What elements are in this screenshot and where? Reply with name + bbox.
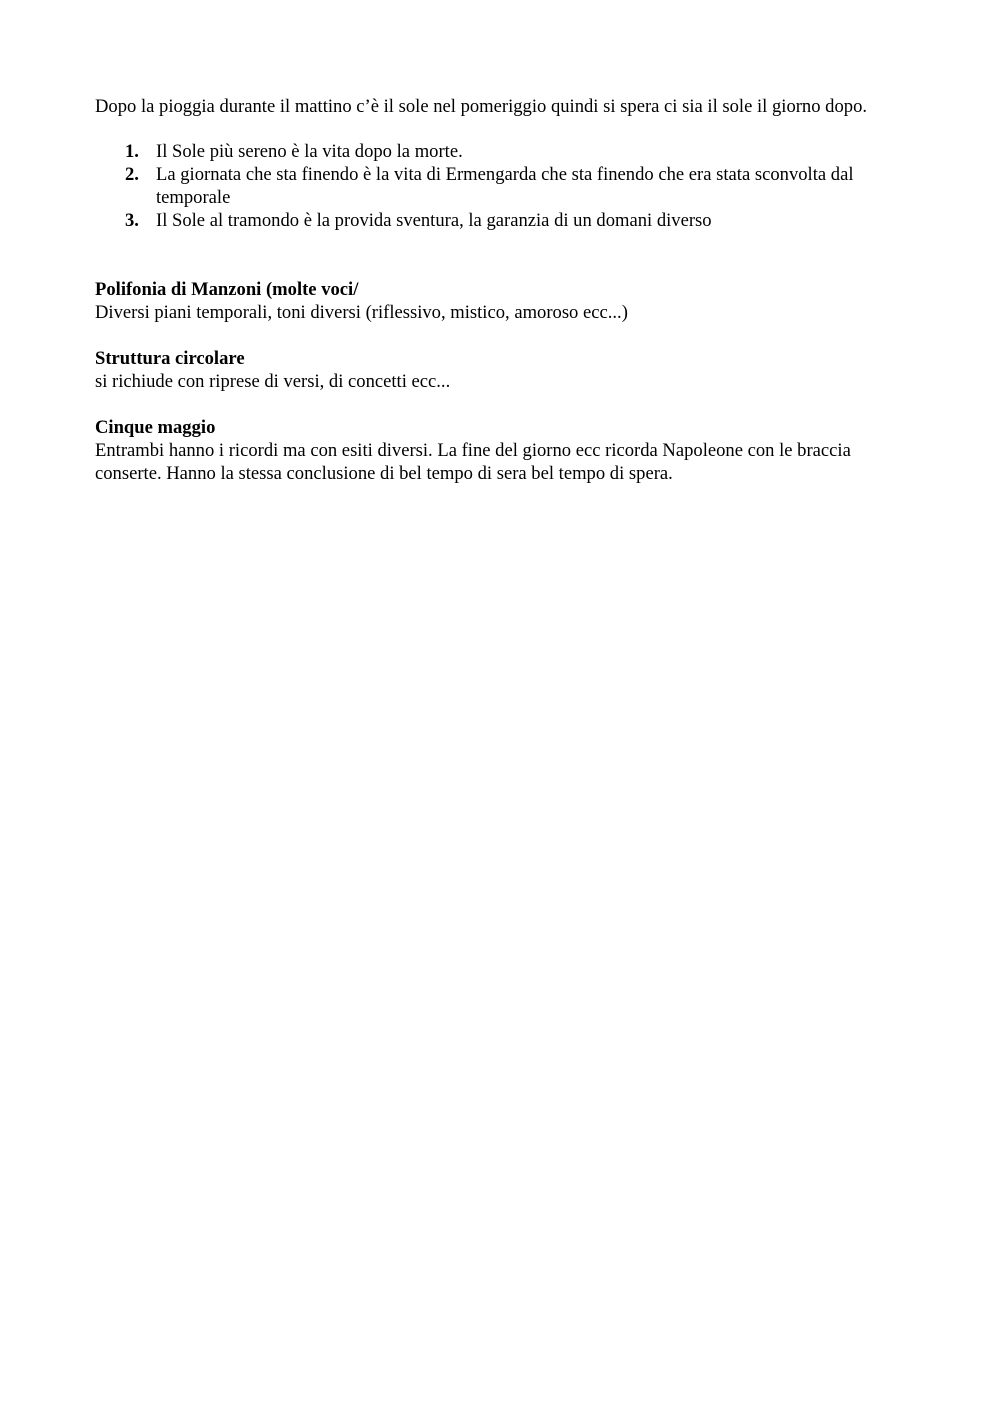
section-heading: Cinque maggio <box>95 417 216 438</box>
section-cinque-maggio <box>95 416 895 485</box>
section-struttura <box>95 347 895 393</box>
section-body: si richiude con riprese di versi, di concetti ecc... <box>95 371 451 392</box>
section-heading: Polifonia di Manzoni (molte voci/ <box>95 279 359 300</box>
section-body: Diversi piani temporali, toni diversi (riflessivo, mistico, amoroso ecc...) <box>95 302 628 323</box>
list-item-text: Il Sole più sereno è la vita dopo la morte. <box>156 141 463 162</box>
list-item <box>95 163 895 209</box>
list-item-text: Il Sole al tramondo è la provida sventura, la garanzia di un domani diverso <box>156 210 712 231</box>
list-item-text: La giornata che sta finendo è la vita di Ermengarda che sta finendo che era stata sconvolta dal temporale <box>156 164 854 208</box>
numbered-list-container <box>95 140 895 232</box>
list-item <box>95 209 895 232</box>
intro-paragraph: Dopo la pioggia durante il mattino c’è il sole nel pomeriggio quindi si spera ci sia il sole il giorno dopo. <box>95 96 868 117</box>
section-polifonia <box>95 278 895 324</box>
numbered-list <box>95 140 895 232</box>
list-item <box>95 140 895 163</box>
list-item-number: 1. <box>125 141 139 162</box>
list-item-number: 3. <box>125 210 139 231</box>
document-body <box>95 95 895 508</box>
list-item-number: 2. <box>125 164 139 185</box>
section-heading: Struttura circolare <box>95 348 245 369</box>
section-body: Entrambi hanno i ricordi ma con esiti diversi. La fine del giorno ecc ricorda Napoleone con le braccia conserte. Hanno la stessa conclusione di bel tempo di sera bel tempo di spera. <box>95 440 851 484</box>
